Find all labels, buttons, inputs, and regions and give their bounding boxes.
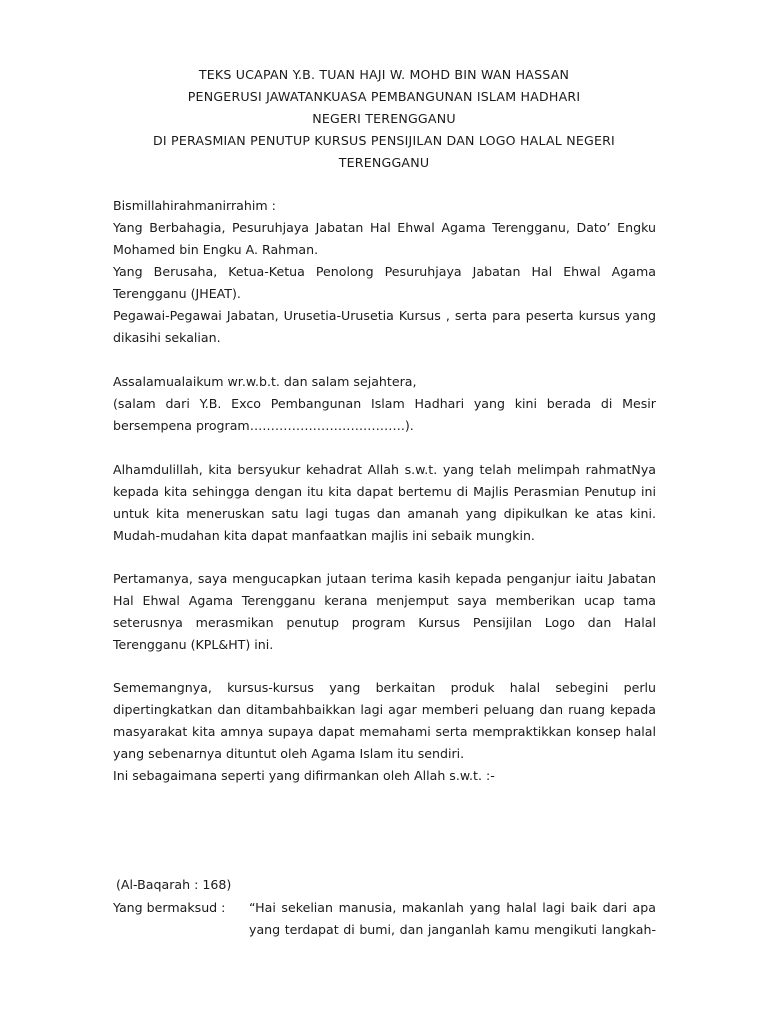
salutation-line: Yang Berusaha, Ketua-Ketua Penolong Pesuruhjaya Jabatan Hal Ehwal Agama	[113, 264, 656, 279]
sememangnya-paragraph	[113, 677, 656, 787]
paragraph-line: kepada kita sehingga dengan itu kita dapat bertemu di Majlis Perasmian Penutup ini	[113, 484, 656, 499]
salutation-line: Bismillahirahmanirrahim :	[113, 198, 276, 213]
paragraph-line: Terengganu (KPL&HT) ini.	[113, 637, 274, 652]
greeting-line: (salam dari Y.B. Exco Pembangunan Islam Hadhari yang kini berada di Mesir	[113, 396, 656, 411]
verse-meaning	[249, 897, 656, 941]
paragraph-line: Pertamanya, saya mengucapkan jutaan terima kasih kepada penganjur iaitu Jabatan	[113, 571, 656, 586]
speech-title	[112, 64, 656, 174]
salutation-paragraph	[113, 195, 656, 349]
paragraph-line: untuk kita meneruskan satu lagi tugas dan amanah yang dipikulkan ke atas kini.	[113, 506, 656, 521]
greeting-line: Assalamualaikum wr.w.b.t. dan salam sejahtera,	[113, 374, 417, 389]
paragraph-line: Alhamdulillah, kita bersyukur kehadrat Allah s.w.t. yang telah melimpah rahmatNya	[113, 462, 656, 477]
paragraph-line: masyarakat kita amnya supaya dapat memahami serta mempraktikkan konsep halal	[113, 724, 656, 739]
salutation-line: Yang Berbahagia, Pesuruhjaya Jabatan Hal Ehwal Agama Terengganu, Dato’ Engku	[113, 220, 656, 235]
paragraph-line: Ini sebagaimana seperti yang difirmankan oleh Allah s.w.t. :-	[113, 768, 495, 783]
verse-reference: (Al-Baqarah : 168)	[116, 877, 232, 892]
salutation-line: dikasihi sekalian.	[113, 330, 221, 345]
meaning-label: Yang bermaksud :	[113, 900, 226, 915]
pertamanya-paragraph	[113, 568, 656, 656]
alhamdulillah-paragraph	[113, 459, 656, 547]
paragraph-line: Sememangnya, kursus-kursus yang berkaitan produk halal sebegini perlu	[113, 680, 656, 695]
paragraph-line: yang sebenarnya dituntut oleh Agama Islam itu sendiri.	[113, 746, 465, 761]
title-line-3: NEGERI TERENGGANU	[312, 111, 456, 126]
paragraph-line: dipertingkatkan dan ditambahbaikkan lagi agar memberi peluang dan ruang kepada	[113, 702, 656, 717]
meaning-line: “Hai sekelian manusia, makanlah yang halal lagi baik dari apa	[249, 900, 656, 915]
title-line-5: TERENGGANU	[338, 155, 430, 170]
paragraph-line: seterusnya merasmikan penutup program Kursus Pensijilan Logo dan Halal	[113, 615, 656, 630]
greeting-line: bersempena program……………………………….).	[113, 418, 414, 433]
greeting-paragraph	[113, 371, 656, 437]
salutation-line: Terengganu (JHEAT).	[113, 286, 241, 301]
paragraph-line: Mudah-mudahan kita dapat manfaatkan majlis ini sebaik mungkin.	[113, 528, 535, 543]
title-line-4: DI PERASMIAN PENUTUP KURSUS PENSIJILAN DAN LOGO HALAL NEGERI	[153, 133, 615, 148]
paragraph-line: Hal Ehwal Agama Terengganu kerana menjemput saya memberikan ucap tama	[113, 593, 656, 608]
salutation-line: Pegawai-Pegawai Jabatan, Urusetia-Urusetia Kursus , serta para peserta kursus yang	[113, 308, 656, 323]
salutation-line: Mohamed bin Engku A. Rahman.	[113, 242, 319, 257]
title-line-2: PENGERUSI JAWATANKUASA PEMBANGUNAN ISLAM HADHARI	[187, 89, 581, 104]
title-line-1: TEKS UCAPAN Y.B. TUAN HAJI W. MOHD BIN WAN HASSAN	[198, 67, 570, 82]
meaning-line: yang terdapat di bumi, dan janganlah kamu mengikuti langkah-	[249, 922, 656, 937]
